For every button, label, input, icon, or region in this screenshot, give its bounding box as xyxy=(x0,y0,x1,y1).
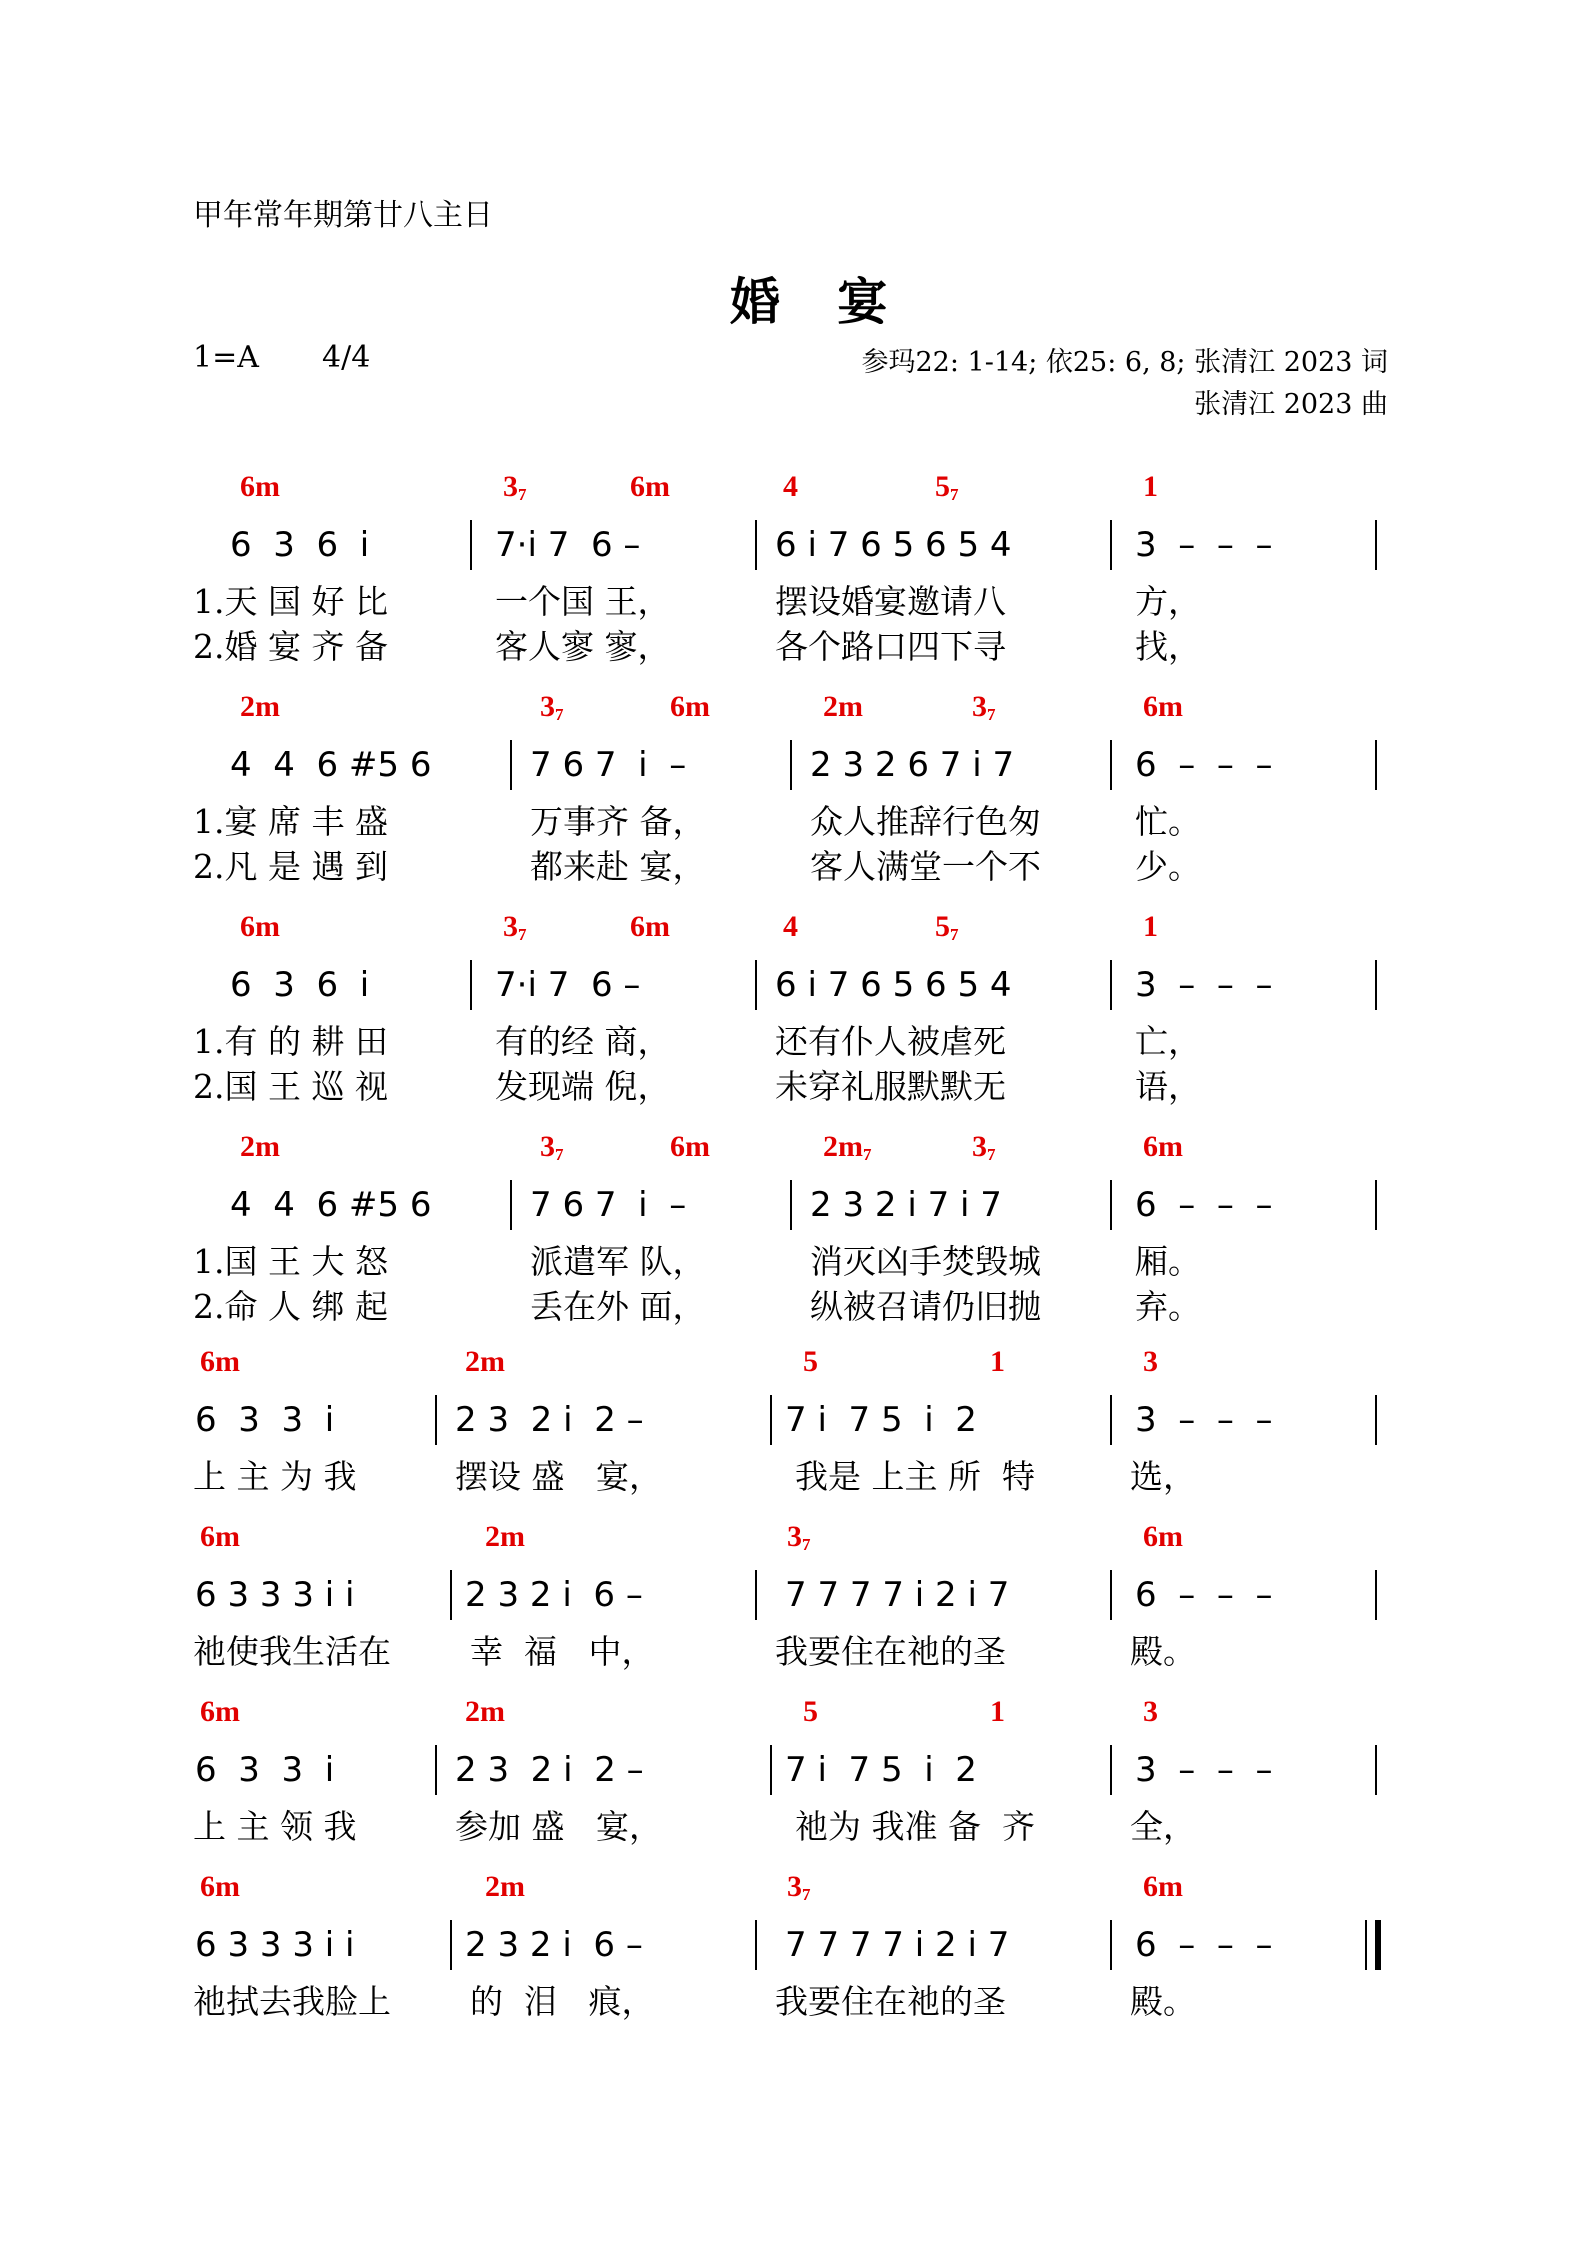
lyric-line-2: 客人满堂一个不 xyxy=(810,847,1041,886)
lyric-line-2: 2.婚 宴 齐 备 xyxy=(193,627,388,666)
chord-extension: 7 xyxy=(950,485,959,504)
measure-notes: 7 7 7 7 i 2 i 7 xyxy=(785,1575,1010,1615)
barline xyxy=(1375,740,1377,790)
measure-notes: 6 i 7 6 5 6 5 4 xyxy=(775,965,1012,1005)
chord-extension: 7 xyxy=(950,925,959,944)
measure-notes: 2 3 2 i 2 – xyxy=(455,1400,644,1440)
chord-symbol: 6m xyxy=(670,1130,710,1163)
lyric-line-2: 未穿礼服默默无 xyxy=(775,1067,1006,1106)
lyric-line-1: 祂拭去我脸上 xyxy=(193,1982,391,2021)
measure-notes: 7·i 7 6 – xyxy=(495,965,641,1005)
measure-notes: 7 6 7 i – xyxy=(530,1185,687,1225)
key-signature: 1=A xyxy=(193,340,259,375)
chord-symbol: 2m xyxy=(823,690,863,723)
measure-notes: 3 – – – xyxy=(1135,525,1273,565)
lyric-line-1: 我要住在祂的圣 xyxy=(775,1982,1006,2021)
chord-extension: 7 xyxy=(987,705,996,724)
barline xyxy=(755,520,757,570)
chord-symbol: 4 xyxy=(783,470,798,503)
measure-notes: 2 3 2 i 7 i 7 xyxy=(810,1185,1002,1225)
lyric-line-1: 的 泪 痕， xyxy=(470,1982,655,2021)
lyric-line-2: 丢在外 面， xyxy=(530,1287,706,1326)
final-barline-thin xyxy=(1365,1920,1367,1970)
lyric-line-1: 全， xyxy=(1130,1807,1196,1846)
barline xyxy=(1110,1570,1112,1620)
chord-symbol: $5_7$ xyxy=(935,910,959,944)
chord-symbol: 6m xyxy=(240,910,280,943)
measure-notes: 4 4 6 #5 6 xyxy=(230,745,432,785)
lyric-line-1: 上 主 为 我 xyxy=(193,1457,357,1496)
chord-symbol: 6m xyxy=(200,1695,240,1728)
measure-notes: 6 – – – xyxy=(1135,745,1273,785)
lyric-line-2: 少。 xyxy=(1135,847,1201,886)
chord-symbol: 5 xyxy=(803,1695,818,1728)
lyric-line-1: 忙。 xyxy=(1135,802,1201,841)
barline xyxy=(1375,1570,1377,1620)
chord-symbol: 2m xyxy=(485,1520,525,1553)
chord-symbol: 2m xyxy=(465,1345,505,1378)
lyric-line-1: 众人推辞行色匆 xyxy=(810,802,1041,841)
chord-symbol: 6m xyxy=(240,470,280,503)
measure-notes: 6 3 6 i xyxy=(230,525,370,565)
chord-symbol: 6m xyxy=(1143,1520,1183,1553)
barline xyxy=(510,740,512,790)
chord-extension: 7 xyxy=(987,1145,996,1164)
chord-symbol: 2m xyxy=(240,1130,280,1163)
lyric-line-1: 祂为 我准 备 齐 xyxy=(795,1807,1035,1846)
chord-symbol: $3_7$ xyxy=(787,1520,811,1554)
lyric-line-2: 2.命 人 绑 起 xyxy=(193,1287,388,1326)
chord-symbol: 1 xyxy=(1143,470,1158,503)
barline xyxy=(435,1745,437,1795)
barline xyxy=(770,1395,772,1445)
measure-notes: 7 i 7 5 i 2 xyxy=(785,1750,977,1790)
chord-symbol: $3_7$ xyxy=(972,1130,996,1164)
music-credit: 张清江 2023 曲 xyxy=(1194,389,1388,420)
measure-notes: 7 7 7 7 i 2 i 7 xyxy=(785,1925,1010,1965)
chord-extension: 7 xyxy=(802,1535,811,1554)
lyric-line-2: 客人寥 寥， xyxy=(495,627,671,666)
barline xyxy=(470,960,472,1010)
barline xyxy=(1375,1395,1377,1445)
chord-symbol: 1 xyxy=(990,1695,1005,1728)
chord-symbol: 3 xyxy=(1143,1695,1158,1728)
lyric-line-1: 殿。 xyxy=(1130,1632,1196,1671)
measure-notes: 6 3 6 i xyxy=(230,965,370,1005)
chord-symbol: 3 xyxy=(1143,1345,1158,1378)
chord-symbol: $3_7$ xyxy=(972,690,996,724)
measure-notes: 7·i 7 6 – xyxy=(495,525,641,565)
chord-symbol: 2m xyxy=(485,1870,525,1903)
lyric-line-1: 摆设婚宴邀请八 xyxy=(775,582,1006,621)
measure-notes: 3 – – – xyxy=(1135,1750,1273,1790)
measure-notes: 3 – – – xyxy=(1135,965,1273,1005)
barline xyxy=(450,1570,452,1620)
barline xyxy=(790,740,792,790)
chord-symbol: $5_7$ xyxy=(935,470,959,504)
chord-symbol: $2m_7$ xyxy=(823,1130,872,1164)
measure-notes: 2 3 2 i 2 – xyxy=(455,1750,644,1790)
barline xyxy=(435,1395,437,1445)
chord-symbol: 1 xyxy=(990,1345,1005,1378)
chord-symbol: $3_7$ xyxy=(503,910,527,944)
lyric-line-1: 消灭凶手焚毁城 xyxy=(810,1242,1041,1281)
lyric-line-1: 参加 盛 宴， xyxy=(455,1807,662,1846)
measure-notes: 6 i 7 6 5 6 5 4 xyxy=(775,525,1012,565)
chord-extension: 7 xyxy=(802,1885,811,1904)
barline xyxy=(1110,520,1112,570)
measure-notes: 7 i 7 5 i 2 xyxy=(785,1400,977,1440)
lyric-line-2: 2.国 王 巡 视 xyxy=(193,1067,388,1106)
measure-notes: 6 3 3 3 i i xyxy=(195,1575,355,1615)
lyric-line-1: 1.有 的 耕 田 xyxy=(193,1022,388,1061)
barline xyxy=(1375,960,1377,1010)
lyric-line-1: 亡， xyxy=(1135,1022,1201,1061)
chord-symbol: 6m xyxy=(670,690,710,723)
chord-extension: 7 xyxy=(863,1145,872,1164)
lyric-line-2: 都来赴 宴， xyxy=(530,847,706,886)
measure-notes: 7 6 7 i – xyxy=(530,745,687,785)
measure-notes: 6 – – – xyxy=(1135,1185,1273,1225)
measure-notes: 6 – – – xyxy=(1135,1575,1273,1615)
barline xyxy=(755,1570,757,1620)
barline xyxy=(1375,1180,1377,1230)
barline xyxy=(1110,1395,1112,1445)
chord-symbol: 6m xyxy=(200,1345,240,1378)
measure-notes: 2 3 2 i 6 – xyxy=(465,1925,643,1965)
chord-extension: 7 xyxy=(518,485,527,504)
lyric-line-2: 找， xyxy=(1135,627,1201,666)
barline xyxy=(450,1920,452,1970)
chord-symbol: 6m xyxy=(200,1870,240,1903)
chord-extension: 7 xyxy=(555,705,564,724)
lyric-line-1: 1.宴 席 丰 盛 xyxy=(193,802,388,841)
barline xyxy=(1375,1745,1377,1795)
barline xyxy=(1110,1180,1112,1230)
barline xyxy=(1375,520,1377,570)
barline xyxy=(1110,1745,1112,1795)
chord-symbol: 6m xyxy=(200,1520,240,1553)
chord-extension: 7 xyxy=(518,925,527,944)
lyric-line-1: 摆设 盛 宴， xyxy=(455,1457,662,1496)
chord-symbol: $3_7$ xyxy=(503,470,527,504)
liturgy-label: 甲年常年期第廿八主日 xyxy=(193,198,493,233)
lyric-line-1: 祂使我生活在 xyxy=(193,1632,391,1671)
lyric-line-1: 我是 上主 所 特 xyxy=(795,1457,1035,1496)
lyric-line-1: 派遣军 队， xyxy=(530,1242,706,1281)
barline xyxy=(755,960,757,1010)
lyric-line-2: 语， xyxy=(1135,1067,1201,1106)
chord-symbol: 6m xyxy=(1143,1870,1183,1903)
lyric-line-1: 1.天 国 好 比 xyxy=(193,582,388,621)
lyric-line-1: 我要住在祂的圣 xyxy=(775,1632,1006,1671)
barline xyxy=(470,520,472,570)
chord-symbol: 6m xyxy=(630,470,670,503)
measure-notes: 6 3 3 3 i i xyxy=(195,1925,355,1965)
barline xyxy=(1110,1920,1112,1970)
lyric-line-2: 纵被召请仍旧抛 xyxy=(810,1287,1041,1326)
chord-symbol: 2m xyxy=(240,690,280,723)
lyric-line-1: 方， xyxy=(1135,582,1201,621)
lyric-line-2: 发现端 倪， xyxy=(495,1067,671,1106)
measure-notes: 2 3 2 i 6 – xyxy=(465,1575,643,1615)
measure-notes: 6 3 3 i xyxy=(195,1750,335,1790)
chord-symbol: 6m xyxy=(1143,690,1183,723)
lyric-line-1: 殿。 xyxy=(1130,1982,1196,2021)
chord-symbol: $3_7$ xyxy=(540,1130,564,1164)
chord-symbol: $3_7$ xyxy=(540,690,564,724)
final-barline xyxy=(1375,1920,1381,1970)
lyric-line-1: 幸 福 中， xyxy=(470,1632,655,1671)
chord-symbol: 4 xyxy=(783,910,798,943)
lyric-line-1: 选， xyxy=(1130,1457,1196,1496)
barline xyxy=(770,1745,772,1795)
measure-notes: 2 3 2 6 7 i 7 xyxy=(810,745,1015,785)
barline xyxy=(1110,740,1112,790)
time-signature: 4/4 xyxy=(322,340,371,375)
lyric-line-1: 1.国 王 大 怒 xyxy=(193,1242,388,1281)
measure-notes: 4 4 6 #5 6 xyxy=(230,1185,432,1225)
lyric-line-2: 弃。 xyxy=(1135,1287,1201,1326)
barline xyxy=(755,1920,757,1970)
measure-notes: 6 3 3 i xyxy=(195,1400,335,1440)
chord-extension: 7 xyxy=(555,1145,564,1164)
chord-symbol: 5 xyxy=(803,1345,818,1378)
chord-symbol: 6m xyxy=(630,910,670,943)
lyric-line-1: 还有仆人被虐死 xyxy=(775,1022,1006,1061)
measure-notes: 3 – – – xyxy=(1135,1400,1273,1440)
lyric-line-1: 上 主 领 我 xyxy=(193,1807,357,1846)
chord-symbol: $3_7$ xyxy=(787,1870,811,1904)
measure-notes: 6 – – – xyxy=(1135,1925,1273,1965)
lyric-line-1: 厢。 xyxy=(1135,1242,1201,1281)
barline xyxy=(790,1180,792,1230)
chord-symbol: 1 xyxy=(1143,910,1158,943)
chord-symbol: 2m xyxy=(465,1695,505,1728)
song-title: 婚 宴 xyxy=(730,273,908,331)
lyric-line-2: 各个路口四下寻 xyxy=(775,627,1006,666)
lyric-line-1: 一个国 王， xyxy=(495,582,671,621)
barline xyxy=(510,1180,512,1230)
lyric-line-1: 万事齐 备， xyxy=(530,802,706,841)
lyrics-credit: 参玛22: 1-14; 依25: 6, 8; 张清江 2023 词 xyxy=(861,347,1388,378)
lyric-line-1: 有的经 商， xyxy=(495,1022,671,1061)
lyric-line-2: 2.凡 是 遇 到 xyxy=(193,847,388,886)
chord-symbol: 6m xyxy=(1143,1130,1183,1163)
barline xyxy=(1110,960,1112,1010)
